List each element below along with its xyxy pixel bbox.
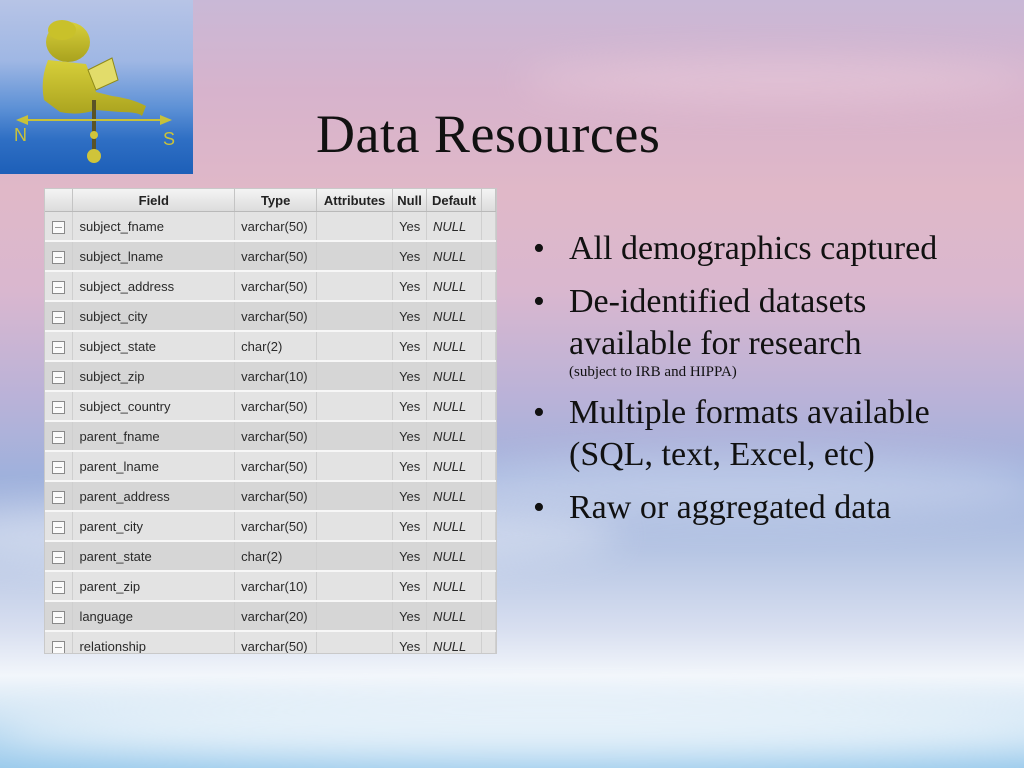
type-cell: varchar(50) bbox=[235, 421, 317, 451]
bullet-text: Raw or aggregated data bbox=[569, 489, 891, 526]
row-checkbox bbox=[45, 451, 73, 481]
row-checkbox bbox=[45, 361, 73, 391]
default-cell: NULL bbox=[427, 601, 482, 631]
bullet-item bbox=[533, 281, 973, 381]
null-cell: Yes bbox=[393, 511, 427, 541]
checkbox-icon bbox=[52, 491, 65, 504]
schema-table-image bbox=[44, 188, 497, 654]
field-cell: relationship bbox=[73, 631, 235, 654]
null-cell: Yes bbox=[393, 241, 427, 271]
bullet-list bbox=[533, 228, 973, 540]
table-row bbox=[45, 212, 496, 242]
field-cell: parent_zip bbox=[73, 571, 235, 601]
default-cell: NULL bbox=[427, 212, 482, 242]
type-cell: varchar(50) bbox=[235, 271, 317, 301]
checkbox-icon bbox=[52, 311, 65, 324]
type-cell: varchar(50) bbox=[235, 301, 317, 331]
checkbox-icon bbox=[52, 251, 65, 264]
header-default: Default bbox=[427, 189, 482, 212]
table-row bbox=[45, 241, 496, 271]
default-cell: NULL bbox=[427, 511, 482, 541]
row-checkbox bbox=[45, 241, 73, 271]
table-row bbox=[45, 631, 496, 654]
attributes-cell bbox=[317, 301, 393, 331]
checkbox-icon bbox=[52, 641, 65, 654]
default-cell: NULL bbox=[427, 391, 482, 421]
header-field: Field bbox=[73, 189, 235, 212]
table-header-row bbox=[45, 189, 496, 212]
row-spacer-cell bbox=[481, 541, 495, 571]
row-checkbox bbox=[45, 481, 73, 511]
row-checkbox bbox=[45, 601, 73, 631]
null-cell: Yes bbox=[393, 601, 427, 631]
table-row bbox=[45, 481, 496, 511]
null-cell: Yes bbox=[393, 631, 427, 654]
checkbox-icon bbox=[52, 221, 65, 234]
field-cell: subject_address bbox=[73, 271, 235, 301]
slide-title: Data Resources bbox=[316, 104, 661, 164]
row-checkbox bbox=[45, 391, 73, 421]
field-cell: parent_lname bbox=[73, 451, 235, 481]
field-cell: subject_fname bbox=[73, 212, 235, 242]
default-cell: NULL bbox=[427, 541, 482, 571]
row-spacer-cell bbox=[481, 481, 495, 511]
bullet-dot-icon: • bbox=[533, 394, 545, 431]
default-cell: NULL bbox=[427, 271, 482, 301]
default-cell: NULL bbox=[427, 631, 482, 654]
attributes-cell bbox=[317, 271, 393, 301]
row-checkbox bbox=[45, 271, 73, 301]
field-cell: parent_city bbox=[73, 511, 235, 541]
row-checkbox bbox=[45, 212, 73, 242]
table-row bbox=[45, 271, 496, 301]
null-cell: Yes bbox=[393, 421, 427, 451]
table-row bbox=[45, 391, 496, 421]
checkbox-icon bbox=[52, 611, 65, 624]
row-spacer-cell bbox=[481, 301, 495, 331]
default-cell: NULL bbox=[427, 421, 482, 451]
type-cell: char(2) bbox=[235, 541, 317, 571]
checkbox-icon bbox=[52, 581, 65, 594]
bullet-dot-icon: • bbox=[533, 283, 545, 320]
null-cell: Yes bbox=[393, 481, 427, 511]
checkbox-icon bbox=[52, 551, 65, 564]
bullet-item bbox=[533, 228, 973, 270]
field-cell: parent_fname bbox=[73, 421, 235, 451]
schema-table bbox=[45, 189, 496, 654]
table-row bbox=[45, 451, 496, 481]
type-cell: varchar(50) bbox=[235, 511, 317, 541]
row-spacer-cell bbox=[481, 241, 495, 271]
null-cell: Yes bbox=[393, 391, 427, 421]
default-cell: NULL bbox=[427, 571, 482, 601]
header-extra-column bbox=[481, 189, 495, 212]
checkbox-icon bbox=[52, 281, 65, 294]
field-cell: subject_lname bbox=[73, 241, 235, 271]
row-spacer-cell bbox=[481, 601, 495, 631]
field-cell: subject_zip bbox=[73, 361, 235, 391]
type-cell: varchar(50) bbox=[235, 631, 317, 654]
attributes-cell bbox=[317, 212, 393, 242]
table-row bbox=[45, 571, 496, 601]
null-cell: Yes bbox=[393, 451, 427, 481]
header-null: Null bbox=[393, 189, 427, 212]
bullet-dot-icon: • bbox=[533, 489, 545, 526]
attributes-cell bbox=[317, 361, 393, 391]
row-checkbox bbox=[45, 541, 73, 571]
default-cell: NULL bbox=[427, 451, 482, 481]
row-spacer-cell bbox=[481, 331, 495, 361]
default-cell: NULL bbox=[427, 301, 482, 331]
field-cell: subject_country bbox=[73, 391, 235, 421]
checkbox-icon bbox=[52, 431, 65, 444]
attributes-cell bbox=[317, 511, 393, 541]
null-cell: Yes bbox=[393, 571, 427, 601]
row-checkbox bbox=[45, 571, 73, 601]
field-cell: language bbox=[73, 601, 235, 631]
default-cell: NULL bbox=[427, 241, 482, 271]
type-cell: varchar(50) bbox=[235, 391, 317, 421]
bullet-item bbox=[533, 487, 973, 529]
bullet-note: (subject to IRB and HIPPA) bbox=[569, 364, 737, 380]
weathervane-icon bbox=[0, 0, 193, 174]
header-checkbox-column bbox=[45, 189, 73, 212]
compass-letter-s: S bbox=[163, 129, 176, 149]
field-cell: parent_address bbox=[73, 481, 235, 511]
row-spacer-cell bbox=[481, 391, 495, 421]
row-spacer-cell bbox=[481, 421, 495, 451]
table-row bbox=[45, 361, 496, 391]
attributes-cell bbox=[317, 631, 393, 654]
bullet-text: Multiple formats available (SQL, text, Excel, etc) bbox=[569, 394, 930, 473]
checkbox-icon bbox=[52, 401, 65, 414]
attributes-cell bbox=[317, 421, 393, 451]
header-attributes: Attributes bbox=[317, 189, 393, 212]
row-spacer-cell bbox=[481, 271, 495, 301]
default-cell: NULL bbox=[427, 361, 482, 391]
attributes-cell bbox=[317, 241, 393, 271]
cloud-band bbox=[520, 60, 1024, 100]
row-spacer-cell bbox=[481, 212, 495, 242]
table-row bbox=[45, 601, 496, 631]
row-checkbox bbox=[45, 511, 73, 541]
default-cell: NULL bbox=[427, 481, 482, 511]
field-cell: subject_state bbox=[73, 331, 235, 361]
type-cell: varchar(10) bbox=[235, 361, 317, 391]
type-cell: varchar(50) bbox=[235, 212, 317, 242]
attributes-cell bbox=[317, 451, 393, 481]
checkbox-icon bbox=[52, 371, 65, 384]
checkbox-icon bbox=[52, 521, 65, 534]
table-row bbox=[45, 511, 496, 541]
attributes-cell bbox=[317, 571, 393, 601]
attributes-cell bbox=[317, 391, 393, 421]
row-checkbox bbox=[45, 301, 73, 331]
null-cell: Yes bbox=[393, 212, 427, 242]
table-row bbox=[45, 421, 496, 451]
type-cell: varchar(50) bbox=[235, 241, 317, 271]
row-spacer-cell bbox=[481, 451, 495, 481]
null-cell: Yes bbox=[393, 361, 427, 391]
null-cell: Yes bbox=[393, 331, 427, 361]
checkbox-icon bbox=[52, 341, 65, 354]
compass-letter-n: N bbox=[14, 125, 27, 145]
row-checkbox bbox=[45, 421, 73, 451]
row-spacer-cell bbox=[481, 571, 495, 601]
null-cell: Yes bbox=[393, 271, 427, 301]
row-checkbox bbox=[45, 331, 73, 361]
field-cell: subject_city bbox=[73, 301, 235, 331]
type-cell: varchar(50) bbox=[235, 451, 317, 481]
table-body bbox=[45, 212, 496, 655]
row-checkbox bbox=[45, 631, 73, 654]
bullet-text: De-identified datasets available for research bbox=[569, 283, 867, 362]
null-cell: Yes bbox=[393, 301, 427, 331]
field-cell: parent_state bbox=[73, 541, 235, 571]
table-row bbox=[45, 331, 496, 361]
default-cell: NULL bbox=[427, 331, 482, 361]
type-cell: varchar(50) bbox=[235, 481, 317, 511]
row-spacer-cell bbox=[481, 361, 495, 391]
bullet-item bbox=[533, 392, 973, 476]
type-cell: char(2) bbox=[235, 331, 317, 361]
row-spacer-cell bbox=[481, 511, 495, 541]
type-cell: varchar(20) bbox=[235, 601, 317, 631]
reading-child-weathervane-logo bbox=[0, 0, 193, 174]
checkbox-icon bbox=[52, 461, 65, 474]
cloud-band bbox=[0, 700, 1024, 760]
type-cell: varchar(10) bbox=[235, 571, 317, 601]
table-row bbox=[45, 301, 496, 331]
attributes-cell bbox=[317, 331, 393, 361]
table-row bbox=[45, 541, 496, 571]
row-spacer-cell bbox=[481, 631, 495, 654]
bullet-text: All demographics captured bbox=[569, 230, 938, 267]
header-type: Type bbox=[235, 189, 317, 212]
bullet-dot-icon: • bbox=[533, 230, 545, 267]
attributes-cell bbox=[317, 541, 393, 571]
null-cell: Yes bbox=[393, 541, 427, 571]
attributes-cell bbox=[317, 481, 393, 511]
attributes-cell bbox=[317, 601, 393, 631]
